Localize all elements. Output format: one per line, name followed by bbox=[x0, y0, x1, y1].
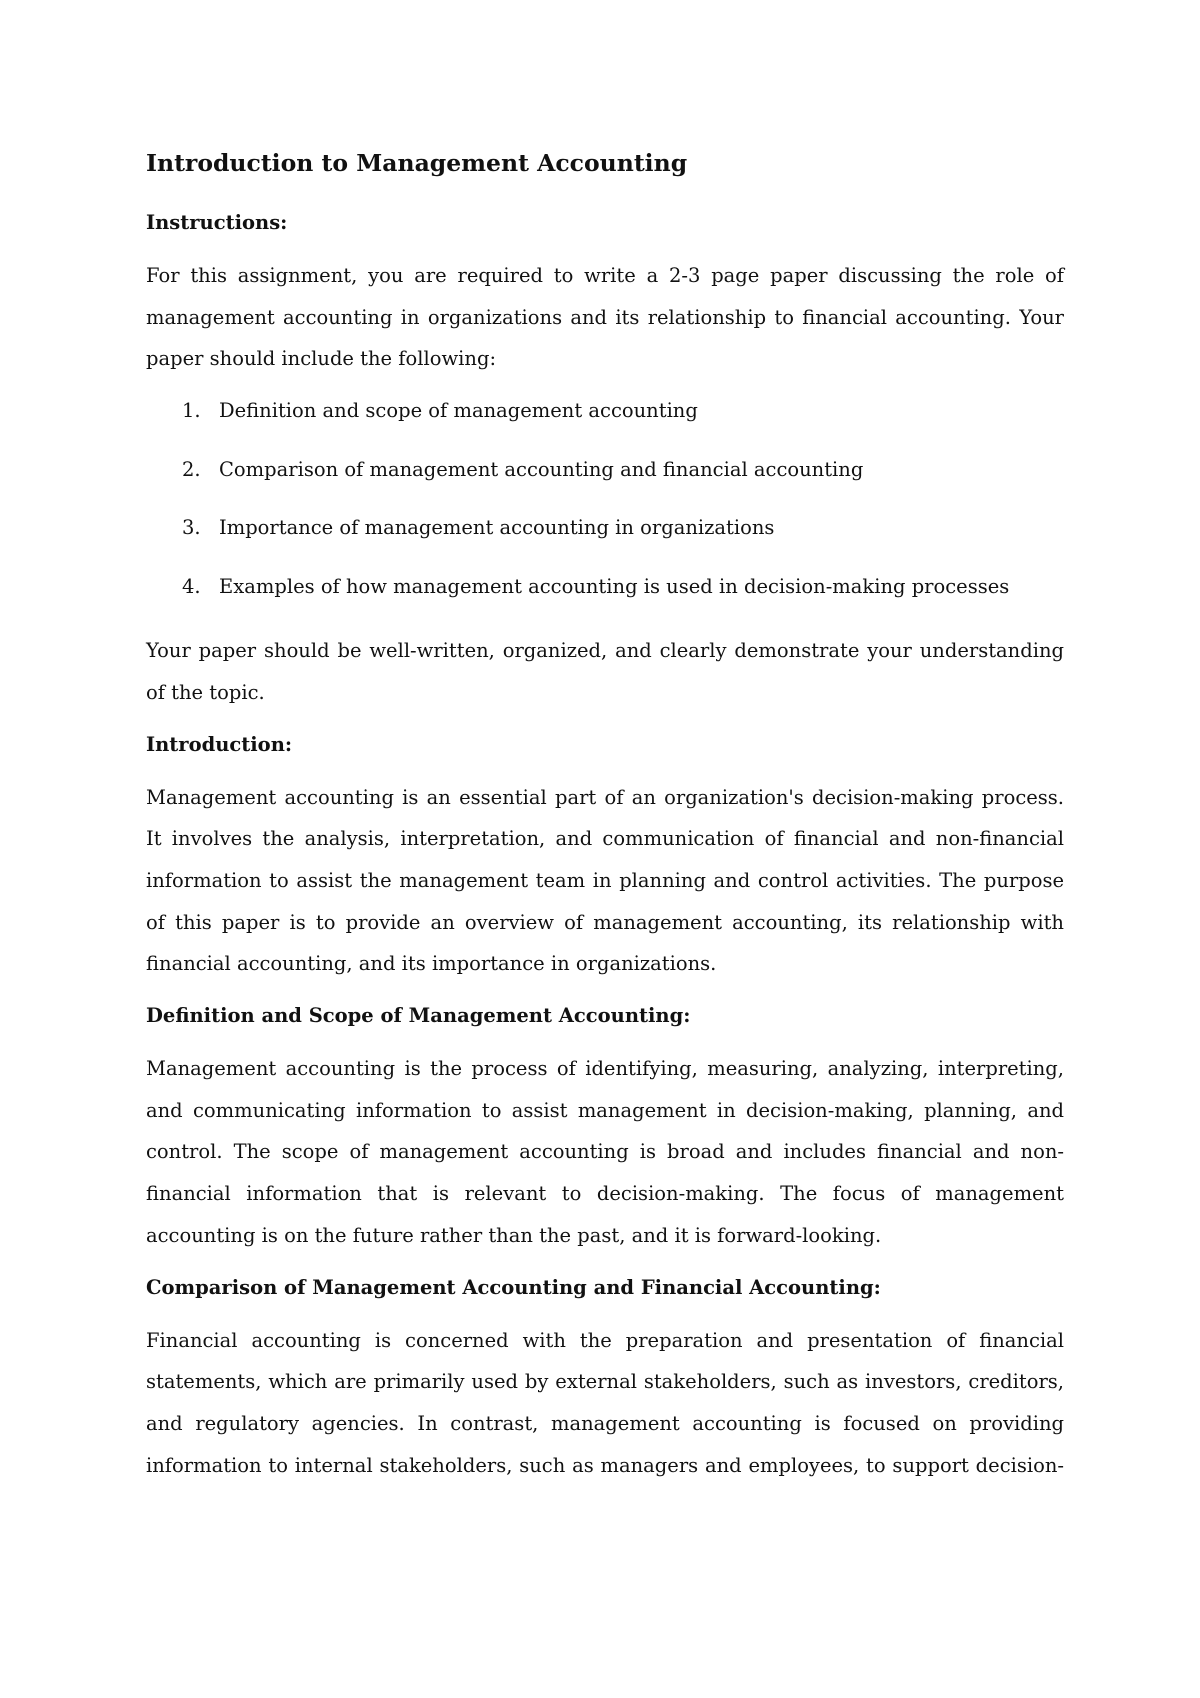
definition-paragraph: Management accounting is the process of identifying, measuring, analyzing, interpreting, and communicating information to assist management in decision-making, planning, and control. The scope of management accounting is broad and includes financial and non-financial information that is relevant to decision-making. The focus of management accounting is on the future rather than the past, and it is forward-looking. bbox=[146, 1057, 1064, 1247]
comparison-paragraph: Financial accounting is concerned with the preparation and presentation of financial statements, which are primarily used by external stakeholders, such as investors, creditors, and regulatory agencies. In contrast, management accounting is focused on providing information to internal stakeholders, such as managers and employees, to support decision- bbox=[146, 1328, 1064, 1477]
document-title: Introduction to Management Accounting bbox=[146, 149, 688, 177]
list-item-number: 1. bbox=[182, 399, 201, 423]
list-item-text: Definition and scope of management accounting bbox=[219, 399, 698, 423]
list-item-number: 3. bbox=[182, 516, 201, 540]
closing-instruction-paragraph: Your paper should be well-written, organized, and clearly demonstrate your understanding of the topic. bbox=[146, 639, 1064, 704]
list-item-number: 4. bbox=[182, 574, 201, 598]
list-item-text: Comparison of management accounting and financial accounting bbox=[219, 457, 864, 481]
comparison-heading: Comparison of Management Accounting and Financial Accounting: bbox=[146, 1275, 881, 1299]
list-item-number: 2. bbox=[182, 457, 201, 481]
list-item bbox=[146, 396, 1064, 426]
list-item bbox=[146, 455, 1064, 485]
list-item-text: Importance of management accounting in organizations bbox=[219, 516, 775, 540]
list-item bbox=[146, 572, 1064, 602]
introduction-paragraph: Management accounting is an essential part of an organization's decision-making process. It involves the analysis, interpretation, and communication of financial and non-financial information to assist the management team in planning and control activities. The purpose of this paper is to provide an overview of management accounting, its relationship with financial accounting, and its importance in organizations. bbox=[146, 785, 1064, 976]
list-item-text: Examples of how management accounting is used in decision-making processes bbox=[219, 574, 1010, 598]
introduction-heading: Introduction: bbox=[146, 732, 293, 756]
instructions-paragraph: For this assignment, you are required to write a 2-3 page paper discussing the role of management accounting in organizations and its relationship to financial accounting. Your paper should include the following: bbox=[146, 264, 1064, 371]
document-body bbox=[146, 146, 1064, 1502]
definition-heading: Definition and Scope of Management Accounting: bbox=[146, 1004, 691, 1028]
list-item bbox=[146, 513, 1064, 543]
instructions-heading: Instructions: bbox=[146, 211, 288, 234]
requirements-list bbox=[146, 396, 1064, 602]
